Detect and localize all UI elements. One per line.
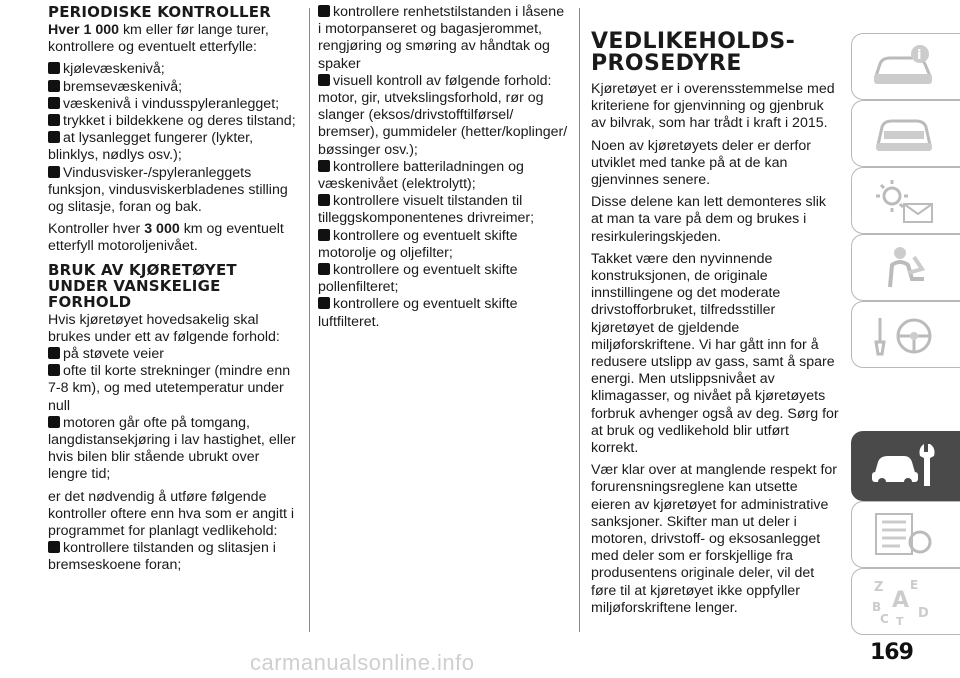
bullet-item: bremsevæskenivå; xyxy=(48,79,301,96)
index-letter: A xyxy=(892,588,910,613)
paragraph: Kontroller hver 3 000 km og eventuelt etterfyll motoroljenivået. xyxy=(48,221,284,255)
section-heading-harsh-conditions: BRUK AV KJØRETØYET UNDER VANSKELIGE FORHOLD xyxy=(48,260,237,311)
bullet-item: trykket i bildekkene og deres tilstand; xyxy=(48,113,301,130)
tab-lights[interactable] xyxy=(851,167,960,234)
bullet-item: kontrollere batteriladningen og væskenivået (elektrolytt); xyxy=(318,158,524,193)
paragraph: Hver 1 000 km eller før lange turer, kontrollere og eventuelt etterfylle: xyxy=(48,22,269,56)
tab-car-info[interactable] xyxy=(851,33,960,100)
index-letter: T xyxy=(896,615,904,627)
bullet-item: at lysanlegget fungerer (lykter, blinklys, nødlys osv.); xyxy=(48,130,254,164)
bullet-item: kontrollere visuelt tilstanden til tilleggskomponentenes drivreimer; xyxy=(318,193,535,227)
column-divider xyxy=(309,8,310,632)
bullet-icon xyxy=(48,416,60,428)
page-number: 169 xyxy=(870,640,913,665)
right-column xyxy=(591,4,839,622)
bullet-icon xyxy=(48,364,60,376)
car-info-icon xyxy=(870,42,940,92)
tab-technical-data[interactable] xyxy=(851,501,960,568)
tab-maintenance[interactable] xyxy=(851,431,960,501)
lights-warning-icon xyxy=(870,176,940,226)
bullet-item: kontrollere og eventuelt skifte motorolje og oljefilter; xyxy=(318,227,518,261)
index-letter: B xyxy=(872,600,882,614)
index-letter: C xyxy=(880,612,889,626)
index-letter: Z xyxy=(874,580,884,595)
car-dashboard-icon xyxy=(870,109,940,159)
bullet-icon xyxy=(48,114,60,126)
bullet-icon xyxy=(48,97,60,109)
svg-text:i: i xyxy=(917,48,922,63)
bullet-icon xyxy=(318,160,330,172)
bullet-icon xyxy=(48,166,60,178)
car-wrench-icon xyxy=(870,440,940,492)
bullet-item: Vindusvisker-/spyleranleggets funksjon, vindusviskerbladenes stilling og slitasje, foran og bak. xyxy=(48,164,288,216)
bullet-icon xyxy=(318,5,330,17)
chapter-title: VEDLIKEHOLDS- PROSEDYRE xyxy=(591,29,796,76)
bullet-icon xyxy=(48,131,60,143)
paragraph: Hvis kjøretøyet hovedsakelig skal brukes under ett av følgende forhold: xyxy=(48,311,280,345)
alphabetical-index-icon xyxy=(870,577,940,627)
index-letter: D xyxy=(918,606,929,621)
column-divider xyxy=(579,8,580,632)
bullet-item: kontrollere og eventuelt skifte luftfilteret. xyxy=(318,296,518,330)
bullet-icon xyxy=(318,297,330,309)
bullet-item: motoren går ofte på tomgang, langdistansekjøring i lav hastighet, eller hvis bilen blir stående ubrukt over lengre tid; xyxy=(48,414,296,483)
tab-safety[interactable] xyxy=(851,234,960,301)
paragraph: Vær klar over at manglende respekt for forurensningsreglene kan utsette eieren av kjøretøyet for administrative sanksjoner. Skifter man ut deler i motoren, drivstoff- og eksosanlegget med deler som er forskjellige fra produsentens originale deler, vil det føre til at kjøretøyet ikke oppfyller miljøforskriftene lenger. xyxy=(591,462,838,616)
bullet-icon xyxy=(48,541,60,553)
bullet-item: væskenivå i vindusspyleranlegget; xyxy=(48,96,301,113)
bullet-item: ofte til korte strekninger (mindre enn 7-8 km), og med utetemperatur under null xyxy=(48,363,291,414)
bullet-item: kontrollere renhetstilstanden i låsene i motorpanseret og bagasjerommet, rengjøring og smøring av håndtak og spaker xyxy=(318,4,565,72)
tab-dashboard[interactable] xyxy=(851,100,960,167)
bullet-icon xyxy=(48,80,60,92)
bullet-item: på støvete veier xyxy=(48,346,301,363)
bullet-item: kontrollere tilstanden og slitasjen i bremseskoene foran; xyxy=(48,540,276,574)
airbag-safety-icon xyxy=(870,243,940,293)
technical-data-icon xyxy=(870,510,940,560)
watermark-text: carmanualsonline.info xyxy=(250,650,475,675)
left-column xyxy=(48,4,301,575)
bullet-icon xyxy=(318,229,330,241)
paragraph: Disse delene kan lett demonteres slik at man ta vare på dem og brukes i resirkuleringskjeden. xyxy=(591,194,827,245)
bullet-icon xyxy=(318,263,330,275)
bullet-item: kontrollere og eventuelt skifte pollenfilteret; xyxy=(318,262,518,296)
bullet-icon xyxy=(48,347,60,359)
middle-column xyxy=(318,4,571,331)
bullet-icon xyxy=(48,62,60,74)
paragraph: Takket være den nyvinnende konstruksjonen, de originale innstillingene og det moderate drivstofforbruket, tilfredsstiller kjøretøyet de gjeldende miljøforskriftene. Vi har gått inn for å redusere utslipp av gass, samt å spare energi. Men utslippsnivået av klimagasser, og nivået på kjøretøyets forbruk avhenger også av deg. Sørg for at bruk og vedlikehold blir utført korrekt. xyxy=(591,250,839,457)
section-heading-periodic: PERIODISKE KONTROLLER xyxy=(48,3,271,21)
bullet-item: visuell kontroll av følgende forhold: motor, gir, utvekslingsforhold, rør og slanger (eksos/drivstofftilførsel/ bremser), gummideler (hetter/koplinger/ bøssinger osv.); xyxy=(318,72,568,158)
tab-index[interactable] xyxy=(851,568,960,635)
paragraph: Noen av kjøretøyets deler er derfor utviklet med tanke på at de kan gjenvinnes senere. xyxy=(591,137,811,189)
bullet-icon xyxy=(318,74,330,86)
index-letter: E xyxy=(910,578,919,592)
steering-key-icon xyxy=(870,310,940,360)
bullet-icon xyxy=(318,194,330,206)
paragraph: er det nødvendig å utføre følgende kontroller oftere enn hva som er angitt i programmet for planlagt vedlikehold: xyxy=(48,488,295,540)
paragraph: Kjøretøyet er i overensstemmelse med kriteriene for gjenvinning og gjenbruk av bilvrak, som har trådt i kraft i 2015. xyxy=(591,81,835,132)
bullet-item: kjølevæskenivå; xyxy=(48,61,301,78)
tab-driving[interactable] xyxy=(851,301,960,368)
